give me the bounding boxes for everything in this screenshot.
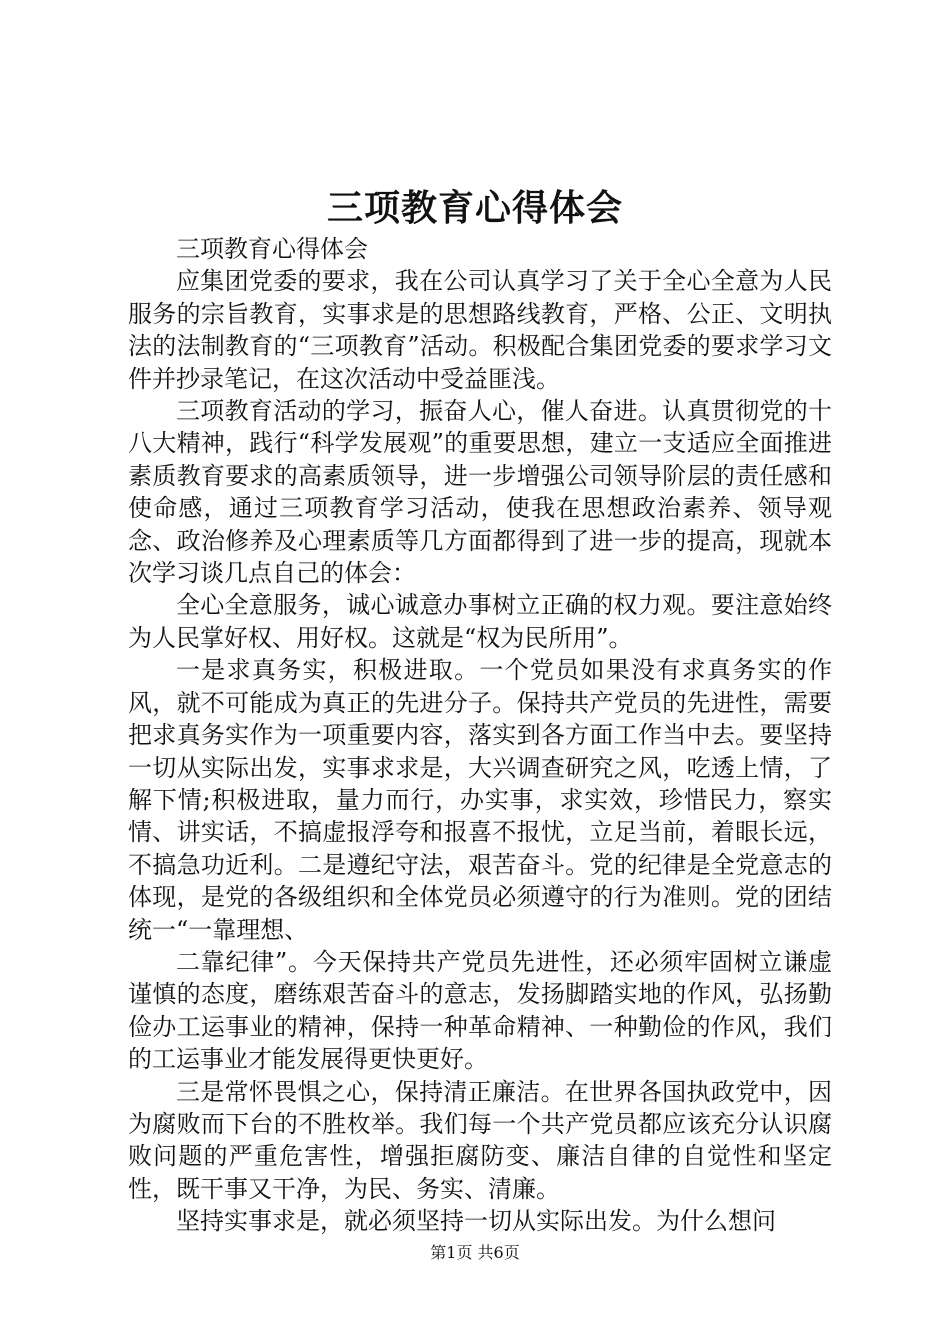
paragraph: 全心全意服务，诚心诚意办事树立正确的权力观。要注意始终为人民掌好权、用好权。这就是“权为民所用”。 [128,591,832,652]
document-body [128,233,832,1238]
paragraph: 三项教育活动的学习，振奋人心，催人奋进。认真贯彻党的十八大精神，践行“科学发展观”的重要思想，建立一支适应全面推进素质教育要求的高素质领导，进一步增强公司领导阶层的责任感和使命感，通过三项教育学习活动，使我在思想政治素养、领导观念、政治修养及心理素质等几方面都得到了进一步的提高，现就本次学习谈几点自己的体会： [128,397,832,588]
paragraph: 三是常怀畏惧之心，保持清正廉洁。在世界各国执政党中，因为腐败而下台的不胜枚举。我们每一个共产党员都应该充分认识腐败问题的严重危害性，增强拒腐防变、廉洁自律的自觉性和坚定性，既干事又干净，为民、务实、清廉。 [128,1077,832,1203]
paragraph: 二靠纪律”。今天保持共产党员先进性，还必须牢固树立谦虚谨慎的态度，磨练艰苦奋斗的意志，发扬脚踏实地的作风，弘扬勤俭办工运事业的精神，保持一种革命精神、一种勤俭的作风，我们的工运事业才能发展得更快更好。 [128,947,832,1074]
paragraph: 三项教育心得体会 [176,235,368,263]
paragraph: 一是求真务实，积极进取。一个党员如果没有求真务实的作风，就不可能成为真正的先进分子。保持共产党员的先进性，需要把求真务实作为一项重要内容，落实到各方面工作当中去。要坚持一切从实际出发，实事求求是，大兴调查研究之风，吃透上情，了解下情;积极进取，量力而行，办实事，求实效，珍惜民力，察实情、讲实话，不搞虚报浮夸和报喜不报忧，立足当前，着眼长远，不搞急功近利。二是遵纪守法，艰苦奋斗。党的纪律是全党意志的体现，是党的各级组织和全体党员必须遵守的行为准则。党的团结统一“一靠理想、 [128,656,832,944]
paragraph: 应集团党委的要求，我在公司认真学习了关于全心全意为人民服务的宗旨教育，实事求是的思想路线教育，严格、公正、文明执法的法制教育的“三项教育”活动。积极配合集团党委的要求学习文件并抄录笔记，在这次活动中受益匪浅。 [128,267,832,393]
paragraph: 坚持实事求是，就必须坚持一切从实际出发。为什么想问 [176,1207,776,1236]
document-title: 三项教育心得体会 [326,187,623,229]
page-footer: 第1页 共6页 [430,1243,520,1262]
